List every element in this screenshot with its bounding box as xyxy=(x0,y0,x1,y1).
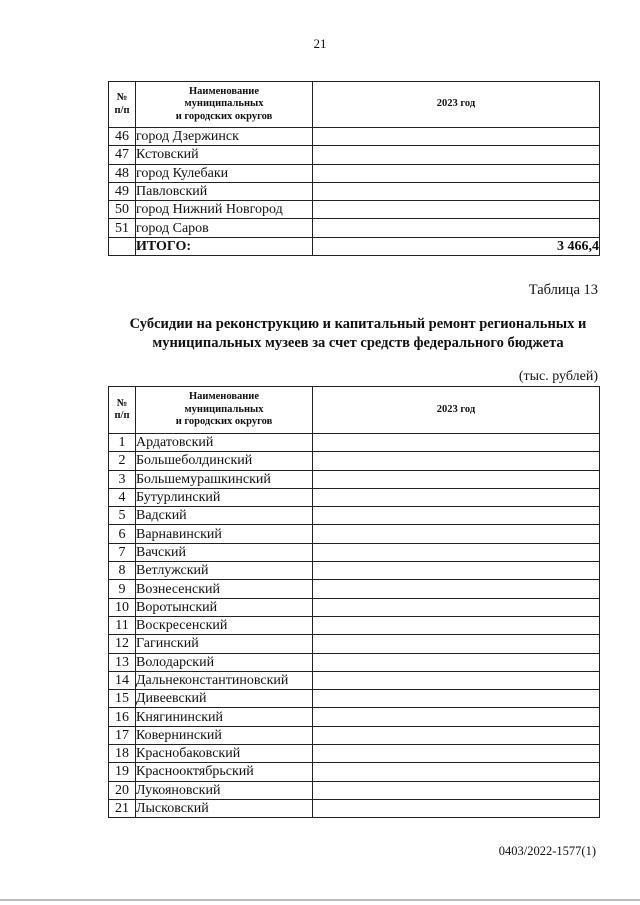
row-number: 48 xyxy=(109,164,136,182)
row-value xyxy=(313,470,600,488)
table-row xyxy=(109,763,600,781)
row-name: Лукояновский xyxy=(136,781,313,799)
header-number xyxy=(109,387,136,434)
table-row xyxy=(109,201,600,219)
header-name xyxy=(136,82,313,128)
row-value xyxy=(313,653,600,671)
row-name: Краснооктябрьский xyxy=(136,763,313,781)
table-row xyxy=(109,616,600,634)
row-number: 14 xyxy=(109,671,136,689)
row-name: город Нижний Новгород xyxy=(136,201,313,219)
row-number: 46 xyxy=(109,128,136,146)
row-name: Княгининский xyxy=(136,708,313,726)
table-row xyxy=(109,671,600,689)
row-value xyxy=(313,708,600,726)
document-code: 0403/2022-1577(1) xyxy=(498,844,596,858)
row-number: 49 xyxy=(109,182,136,200)
table-label: Таблица 13 xyxy=(528,282,598,298)
row-number: 18 xyxy=(109,745,136,763)
table-row xyxy=(109,543,600,561)
row-value xyxy=(313,219,600,237)
row-name: Воротынский xyxy=(136,598,313,616)
row-name: Ардатовский xyxy=(136,434,313,452)
table-row xyxy=(109,781,600,799)
row-number: 5 xyxy=(109,507,136,525)
row-number: 8 xyxy=(109,562,136,580)
row-number: 2 xyxy=(109,452,136,470)
row-number: 19 xyxy=(109,763,136,781)
row-value xyxy=(313,164,600,182)
table-row xyxy=(109,525,600,543)
row-value xyxy=(313,598,600,616)
row-value xyxy=(313,781,600,799)
row-number: 6 xyxy=(109,525,136,543)
total-empty-cell xyxy=(109,237,136,255)
table-row xyxy=(109,708,600,726)
header-year: 2023 год xyxy=(313,387,600,434)
header-number-line1: № xyxy=(116,397,128,409)
row-number: 47 xyxy=(109,146,136,164)
row-value xyxy=(313,507,600,525)
row-number: 51 xyxy=(109,219,136,237)
row-value xyxy=(313,488,600,506)
table-row xyxy=(109,507,600,525)
row-value xyxy=(313,543,600,561)
row-value xyxy=(313,580,600,598)
row-value xyxy=(313,745,600,763)
table-row xyxy=(109,470,600,488)
row-number: 4 xyxy=(109,488,136,506)
total-label: ИТОГО: xyxy=(136,237,313,255)
row-number: 20 xyxy=(109,781,136,799)
header-name-line1: Наименование xyxy=(189,85,259,97)
row-name: Гагинский xyxy=(136,635,313,653)
row-value xyxy=(313,726,600,744)
total-row xyxy=(109,237,600,255)
row-value xyxy=(313,616,600,634)
row-number: 12 xyxy=(109,635,136,653)
row-name: Ветлужский xyxy=(136,562,313,580)
row-number: 17 xyxy=(109,726,136,744)
page-bottom-edge xyxy=(0,899,640,901)
row-value xyxy=(313,763,600,781)
table-row xyxy=(109,690,600,708)
row-name: Вачский xyxy=(136,543,313,561)
row-value xyxy=(313,452,600,470)
row-name: город Дзержинск xyxy=(136,128,313,146)
row-name: Володарский xyxy=(136,653,313,671)
row-name: Большемурашкинский xyxy=(136,470,313,488)
row-name: Краснобаковский xyxy=(136,745,313,763)
table-row xyxy=(109,799,600,817)
table-row xyxy=(109,562,600,580)
table-row xyxy=(109,726,600,744)
header-number-line2: п/п xyxy=(114,410,130,421)
row-value xyxy=(313,690,600,708)
header-number-line1: № xyxy=(116,92,128,103)
table-row xyxy=(109,635,600,653)
row-value xyxy=(313,128,600,146)
row-number: 21 xyxy=(109,799,136,817)
row-value xyxy=(313,434,600,452)
subsidy-table-continued xyxy=(108,81,600,256)
row-number: 50 xyxy=(109,201,136,219)
header-name xyxy=(136,387,313,434)
table-row xyxy=(109,434,600,452)
row-number: 3 xyxy=(109,470,136,488)
row-number: 10 xyxy=(109,598,136,616)
row-value xyxy=(313,525,600,543)
row-number: 1 xyxy=(109,434,136,452)
row-name: Большеболдинский xyxy=(136,452,313,470)
table-row xyxy=(109,580,600,598)
header-number xyxy=(109,82,136,128)
header-name-line2: муниципальных xyxy=(184,403,264,415)
row-number: 15 xyxy=(109,690,136,708)
row-number: 11 xyxy=(109,616,136,634)
table-row xyxy=(109,653,600,671)
row-number: 9 xyxy=(109,580,136,598)
table-row xyxy=(109,128,600,146)
header-name-line3: и городских округов xyxy=(175,416,273,428)
row-name: Бутурлинский xyxy=(136,488,313,506)
row-value xyxy=(313,146,600,164)
table-row xyxy=(109,452,600,470)
table-row xyxy=(109,488,600,506)
table-header-row xyxy=(109,82,600,128)
header-number-line2: п/п xyxy=(114,104,130,116)
row-number: 13 xyxy=(109,653,136,671)
row-name: город Саров xyxy=(136,219,313,237)
museum-subsidy-table xyxy=(108,386,600,818)
header-name-line3: и городских округов xyxy=(175,110,273,122)
table-row xyxy=(109,182,600,200)
row-value xyxy=(313,182,600,200)
table-row xyxy=(109,745,600,763)
row-name: Вадский xyxy=(136,507,313,525)
row-value xyxy=(313,201,600,219)
row-name: Лысковский xyxy=(136,799,313,817)
header-name-line1: Наименование xyxy=(189,391,259,403)
table-header-row xyxy=(109,387,600,434)
row-name: Варнавинский xyxy=(136,525,313,543)
header-year: 2023 год xyxy=(313,82,600,128)
row-name: Кстовский xyxy=(136,146,313,164)
table-row xyxy=(109,219,600,237)
table-row xyxy=(109,146,600,164)
row-name: Воскресенский xyxy=(136,616,313,634)
row-name: Ковернинский xyxy=(136,726,313,744)
row-value xyxy=(313,799,600,817)
units-label: (тыс. рублей) xyxy=(518,369,598,384)
row-name: город Кулебаки xyxy=(136,164,313,182)
table-row xyxy=(109,164,600,182)
row-value xyxy=(313,562,600,580)
row-number: 7 xyxy=(109,543,136,561)
total-value: 3 466,4 xyxy=(313,237,600,255)
table-title: Субсидии на реконструкцию и капитальный ремонт региональных и муниципальных музеев за счет средств федерального бюджета xyxy=(129,316,587,351)
header-name-line2: муниципальных xyxy=(184,98,264,110)
row-name: Дивеевский xyxy=(136,690,313,708)
table-row xyxy=(109,598,600,616)
row-name: Павловский xyxy=(136,182,313,200)
row-value xyxy=(313,671,600,689)
row-value xyxy=(313,635,600,653)
row-name: Дальнеконстантиновский xyxy=(136,671,313,689)
row-name: Вознесенский xyxy=(136,580,313,598)
page-number: 21 xyxy=(313,36,327,51)
row-number: 16 xyxy=(109,708,136,726)
